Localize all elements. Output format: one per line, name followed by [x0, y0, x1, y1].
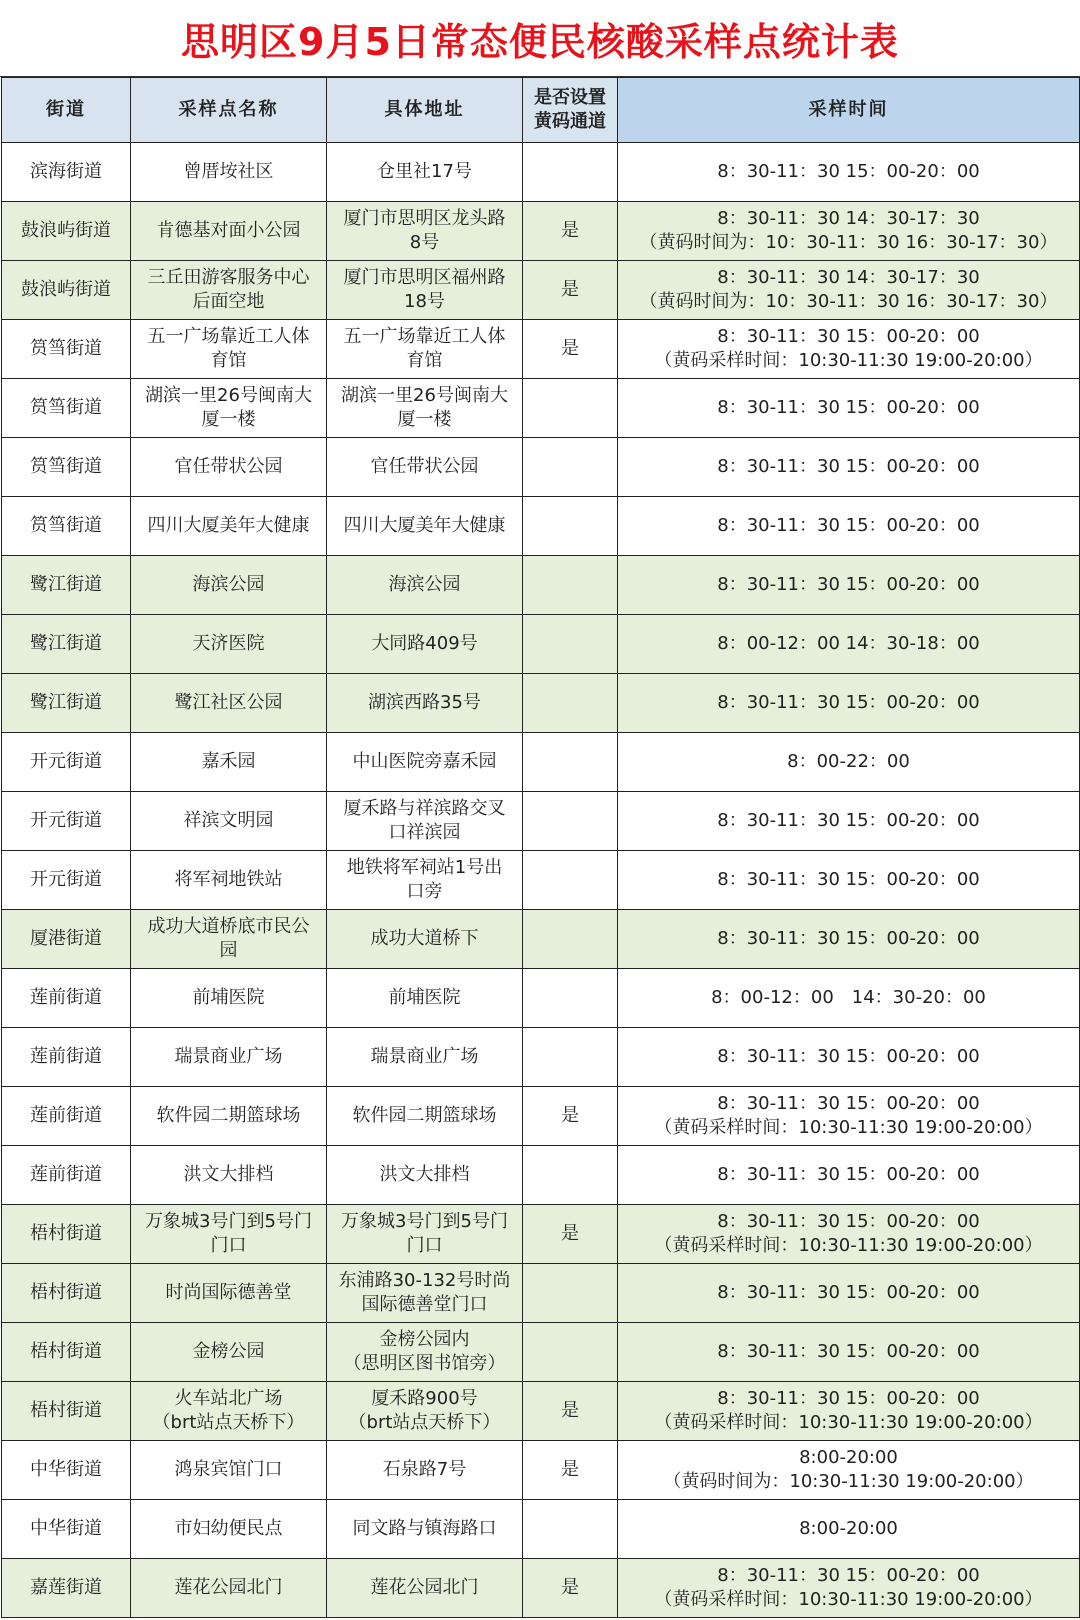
cell-address: 东浦路30-132号时尚 国际德善堂门口: [327, 1264, 523, 1323]
table-row: [2, 792, 1080, 851]
cell-address: 四川大厦美年大健康: [327, 497, 523, 556]
cell-yellow-channel: [523, 674, 618, 733]
cell-yellow-channel: [523, 556, 618, 615]
cell-sampling-time: 8：30-11：30 15：00-20：00: [618, 379, 1080, 438]
cell-sampling-time: 8：30-11：30 15：00-20：00 （黄码采样时间：10:30-11:30 19:00-20:00）: [618, 1205, 1080, 1264]
cell-street: 筼筜街道: [2, 497, 131, 556]
cell-street: 莲前街道: [2, 969, 131, 1028]
cell-address: 成功大道桥下: [327, 910, 523, 969]
cell-street: 莲前街道: [2, 1028, 131, 1087]
cell-yellow-channel: 是: [523, 1205, 618, 1264]
table-row: [2, 497, 1080, 556]
cell-sampling-time: 8：00-12：00 14：30-20：00: [618, 969, 1080, 1028]
page-title: 思明区9月5日常态便民核酸采样点统计表: [0, 0, 1080, 77]
cell-site-name: 天济医院: [131, 615, 327, 674]
header-yellow-channel: 是否设置 黄码通道: [523, 78, 618, 143]
cell-sampling-time: 8：30-11：30 15：00-20：00: [618, 792, 1080, 851]
cell-street: 筼筜街道: [2, 438, 131, 497]
cell-site-name: 四川大厦美年大健康: [131, 497, 327, 556]
cell-street: 梧村街道: [2, 1382, 131, 1441]
cell-street: 梧村街道: [2, 1323, 131, 1382]
cell-sampling-time: 8：30-11：30 15：00-20：00: [618, 674, 1080, 733]
cell-site-name: 市妇幼便民点: [131, 1500, 327, 1559]
cell-site-name: 火车站北广场 （brt站点天桥下）: [131, 1382, 327, 1441]
cell-sampling-time: 8：30-11：30 15：00-20：00: [618, 1146, 1080, 1205]
cell-yellow-channel: [523, 1500, 618, 1559]
cell-site-name: 金榜公园: [131, 1323, 327, 1382]
table-row: [2, 1500, 1080, 1559]
cell-site-name: 时尚国际德善堂: [131, 1264, 327, 1323]
cell-street: 嘉莲街道: [2, 1559, 131, 1618]
table-row: [2, 1323, 1080, 1382]
cell-yellow-channel: [523, 733, 618, 792]
cell-sampling-time: 8:00-20:00: [618, 1500, 1080, 1559]
cell-address: 同文路与镇海路口: [327, 1500, 523, 1559]
cell-sampling-time: 8：30-11：30 15：00-20：00: [618, 1028, 1080, 1087]
cell-yellow-channel: 是: [523, 202, 618, 261]
table-row: [2, 615, 1080, 674]
cell-address: 莲花公园北门: [327, 1559, 523, 1618]
cell-sampling-time: 8：30-11：30 15：00-20：00: [618, 438, 1080, 497]
cell-address: 海滨公园: [327, 556, 523, 615]
cell-yellow-channel: [523, 969, 618, 1028]
table-row: [2, 969, 1080, 1028]
cell-site-name: 肯德基对面小公园: [131, 202, 327, 261]
cell-yellow-channel: 是: [523, 1441, 618, 1500]
cell-yellow-channel: 是: [523, 320, 618, 379]
cell-sampling-time: 8：30-11：30 15：00-20：00 （黄码采样时间：10:30-11:30 19:00-20:00）: [618, 320, 1080, 379]
cell-yellow-channel: [523, 851, 618, 910]
cell-sampling-time: 8：30-11：30 15：00-20：00: [618, 851, 1080, 910]
cell-yellow-channel: [523, 497, 618, 556]
cell-sampling-time: 8：30-11：30 15：00-20：00 （黄码采样时间：10:30-11:30 19:00-20:00）: [618, 1559, 1080, 1618]
cell-address: 前埔医院: [327, 969, 523, 1028]
cell-street: 莲前街道: [2, 1087, 131, 1146]
table-row: [2, 1146, 1080, 1205]
cell-street: 鼓浪屿街道: [2, 202, 131, 261]
cell-site-name: 海滨公园: [131, 556, 327, 615]
cell-site-name: 洪文大排档: [131, 1146, 327, 1205]
cell-yellow-channel: [523, 438, 618, 497]
cell-yellow-channel: 是: [523, 1559, 618, 1618]
cell-address: 洪文大排档: [327, 1146, 523, 1205]
cell-address: 瑞景商业广场: [327, 1028, 523, 1087]
cell-street: 开元街道: [2, 851, 131, 910]
cell-yellow-channel: [523, 379, 618, 438]
table-row: [2, 1205, 1080, 1264]
table-row: [2, 1441, 1080, 1500]
cell-sampling-time: 8：30-11：30 15：00-20：00: [618, 497, 1080, 556]
cell-address: 厦门市思明区龙头路 8号: [327, 202, 523, 261]
cell-street: 厦港街道: [2, 910, 131, 969]
cell-site-name: 五一广场靠近工人体 育馆: [131, 320, 327, 379]
cell-street: 中华街道: [2, 1500, 131, 1559]
table-body: [2, 143, 1080, 1618]
cell-address: 中山医院旁嘉禾园: [327, 733, 523, 792]
sampling-sites-table: [1, 77, 1080, 1618]
cell-yellow-channel: [523, 143, 618, 202]
cell-address: 地铁将军祠站1号出 口旁: [327, 851, 523, 910]
cell-address: 软件园二期篮球场: [327, 1087, 523, 1146]
cell-street: 莲前街道: [2, 1146, 131, 1205]
cell-yellow-channel: [523, 1146, 618, 1205]
cell-address: 厦门市思明区福州路 18号: [327, 261, 523, 320]
cell-site-name: 湖滨一里26号闽南大 厦一楼: [131, 379, 327, 438]
cell-yellow-channel: [523, 792, 618, 851]
header-street: 街道: [2, 78, 131, 143]
table-row: [2, 1382, 1080, 1441]
cell-address: 大同路409号: [327, 615, 523, 674]
cell-sampling-time: 8：30-11：30 15：00-20：00: [618, 143, 1080, 202]
table-row: [2, 910, 1080, 969]
cell-sampling-time: 8：30-11：30 15：00-20：00: [618, 910, 1080, 969]
cell-street: 开元街道: [2, 733, 131, 792]
cell-address: 厦禾路900号 （brt站点天桥下）: [327, 1382, 523, 1441]
cell-address: 湖滨一里26号闽南大 厦一楼: [327, 379, 523, 438]
table-row: [2, 556, 1080, 615]
cell-street: 中华街道: [2, 1441, 131, 1500]
cell-site-name: 三丘田游客服务中心 后面空地: [131, 261, 327, 320]
cell-address: 金榜公园内 （思明区图书馆旁）: [327, 1323, 523, 1382]
cell-street: 筼筜街道: [2, 379, 131, 438]
cell-site-name: 莲花公园北门: [131, 1559, 327, 1618]
cell-sampling-time: 8：30-11：30 15：00-20：00 （黄码采样时间：10:30-11:30 19:00-20:00）: [618, 1382, 1080, 1441]
cell-site-name: 万象城3号门到5号门 门口: [131, 1205, 327, 1264]
cell-street: 鹭江街道: [2, 674, 131, 733]
header-address: 具体地址: [327, 78, 523, 143]
cell-sampling-time: 8：30-11：30 15：00-20：00 （黄码采样时间：10:30-11:30 19:00-20:00）: [618, 1087, 1080, 1146]
table-row: [2, 438, 1080, 497]
table-row: [2, 202, 1080, 261]
cell-address: 石泉路7号: [327, 1441, 523, 1500]
table-row: [2, 379, 1080, 438]
cell-yellow-channel: [523, 1323, 618, 1382]
cell-sampling-time: 8：00-12：00 14：30-18：00: [618, 615, 1080, 674]
cell-sampling-time: 8:00-20:00 （黄码时间为：10:30-11:30 19:00-20:00）: [618, 1441, 1080, 1500]
cell-address: 仓里社17号: [327, 143, 523, 202]
cell-street: 滨海街道: [2, 143, 131, 202]
cell-site-name: 祥滨文明园: [131, 792, 327, 851]
cell-yellow-channel: 是: [523, 1087, 618, 1146]
cell-site-name: 前埔医院: [131, 969, 327, 1028]
cell-street: 梧村街道: [2, 1205, 131, 1264]
table-row: [2, 320, 1080, 379]
cell-site-name: 瑞景商业广场: [131, 1028, 327, 1087]
cell-street: 梧村街道: [2, 1264, 131, 1323]
cell-site-name: 官任带状公园: [131, 438, 327, 497]
cell-site-name: 鸿泉宾馆门口: [131, 1441, 327, 1500]
cell-street: 开元街道: [2, 792, 131, 851]
header-site-name: 采样点名称: [131, 78, 327, 143]
cell-yellow-channel: [523, 1028, 618, 1087]
cell-sampling-time: 8：30-11：30 14：30-17：30 （黄码时间为：10：30-11：30 16：30-17：30）: [618, 202, 1080, 261]
cell-site-name: 软件园二期篮球场: [131, 1087, 327, 1146]
table-row: [2, 674, 1080, 733]
cell-street: 鹭江街道: [2, 615, 131, 674]
cell-address: 湖滨西路35号: [327, 674, 523, 733]
cell-address: 官任带状公园: [327, 438, 523, 497]
cell-sampling-time: 8：30-11：30 15：00-20：00: [618, 1264, 1080, 1323]
header-sampling-time: 采样时间: [618, 78, 1080, 143]
cell-street: 鼓浪屿街道: [2, 261, 131, 320]
cell-sampling-time: 8：30-11：30 14：30-17：30 （黄码时间为：10：30-11：30 16：30-17：30）: [618, 261, 1080, 320]
cell-address: 万象城3号门到5号门 门口: [327, 1205, 523, 1264]
cell-yellow-channel: [523, 910, 618, 969]
cell-address: 五一广场靠近工人体 育馆: [327, 320, 523, 379]
table-row: [2, 261, 1080, 320]
table-row: [2, 1559, 1080, 1618]
cell-site-name: 成功大道桥底市民公 园: [131, 910, 327, 969]
cell-street: 鹭江街道: [2, 556, 131, 615]
cell-site-name: 曾厝垵社区: [131, 143, 327, 202]
table-row: [2, 733, 1080, 792]
cell-sampling-time: 8：00-22：00: [618, 733, 1080, 792]
cell-site-name: 嘉禾园: [131, 733, 327, 792]
cell-street: 筼筜街道: [2, 320, 131, 379]
table-row: [2, 851, 1080, 910]
cell-sampling-time: 8：30-11：30 15：00-20：00: [618, 1323, 1080, 1382]
cell-yellow-channel: [523, 615, 618, 674]
table-row: [2, 143, 1080, 202]
cell-site-name: 鹭江社区公园: [131, 674, 327, 733]
table-row: [2, 1264, 1080, 1323]
cell-yellow-channel: 是: [523, 1382, 618, 1441]
header-row: [2, 78, 1080, 143]
cell-site-name: 将军祠地铁站: [131, 851, 327, 910]
cell-yellow-channel: 是: [523, 261, 618, 320]
cell-sampling-time: 8：30-11：30 15：00-20：00: [618, 556, 1080, 615]
table-row: [2, 1087, 1080, 1146]
cell-address: 厦禾路与祥滨路交叉 口祥滨园: [327, 792, 523, 851]
table-row: [2, 1028, 1080, 1087]
cell-yellow-channel: [523, 1264, 618, 1323]
